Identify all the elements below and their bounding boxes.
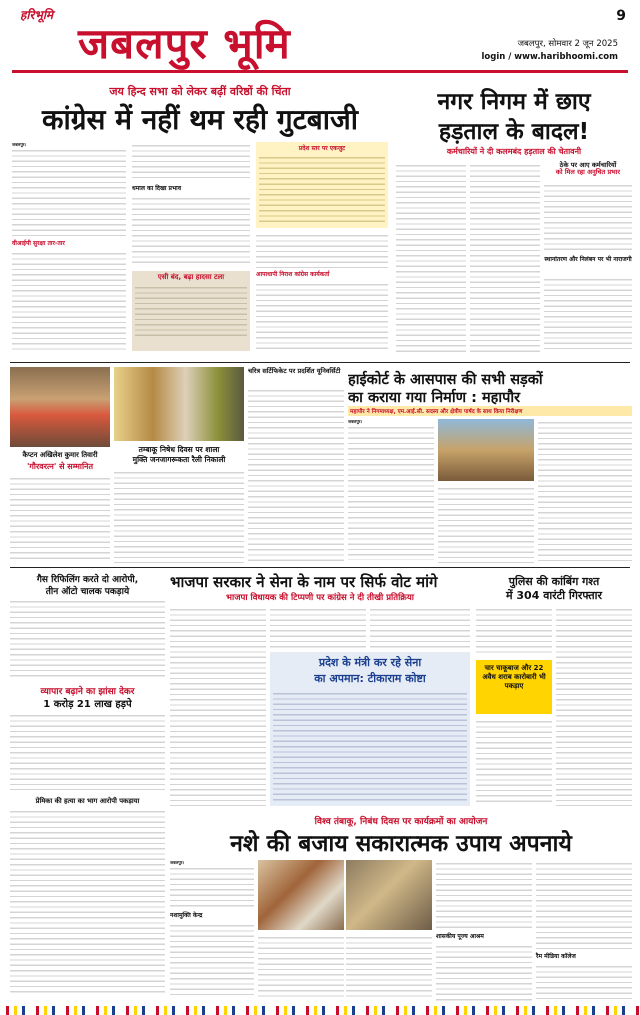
tobacco-rally-body [114, 469, 244, 563]
gas-headline-2: तीन ऑटो चालक पकड़ाये [45, 587, 130, 597]
nasha-sub-school: शासकीय पूज्य आश्रम [436, 933, 484, 940]
combing-headline-2: में 304 वारंटी गिरफ्तार [506, 589, 602, 602]
combing-box: चार चाकूबाज और 22 अवैध शराब कारोबारी भी पकड़ाए [476, 660, 552, 714]
lead-col-2 [132, 142, 250, 352]
highcourt-photo [438, 419, 534, 481]
page-number: 9 [616, 8, 626, 24]
gas-story [10, 570, 165, 680]
nasha-col-3 [346, 934, 432, 1000]
army-box [270, 652, 470, 806]
lover-story [10, 794, 165, 999]
army-col-2 [270, 606, 366, 648]
nagar-headline-1: नगर निगम में छाए [437, 89, 591, 115]
divider-2 [10, 567, 630, 568]
school-card-kicker: चरित्र सर्टिफिकेट पर प्रदर्शित यूनिवर्सिटी [248, 367, 341, 375]
nagar-side-head-1: ठेके पर आए कर्मचारियों [559, 161, 617, 169]
lead-subhead-workers: आपाधापी निराश कांग्रेस कार्यकर्ता [256, 271, 330, 278]
highcourt-col-2 [438, 485, 534, 563]
combing-col-1b [476, 718, 552, 806]
masthead-title: जबलपुर भूमि [78, 19, 291, 68]
nasha-col-1 [170, 860, 254, 1000]
highcourt-story [348, 365, 632, 565]
army-col-3 [370, 606, 470, 648]
felicitation-caption-1: कैप्टन अखिलेश कुमार तिवारी [22, 451, 98, 459]
highcourt-col-1 [348, 419, 434, 563]
nasha-sub-center: नशामुक्ति केन्द्र [170, 912, 203, 920]
highcourt-col-3 [538, 419, 632, 563]
lead-dateline: जबलपुर। [12, 142, 27, 147]
nasha-sub-college: रैम मीडिया कॉलेज [536, 953, 576, 960]
tobacco-rally-headline-1: तम्बाकू निषेध दिवस पर शाला [138, 445, 220, 454]
felicitation-caption-2: 'गौरवरत्न' से सम्मानित [26, 462, 94, 471]
nagar-side-head-2: को मिल रहा अनुचित प्रभार [555, 168, 621, 176]
lead-story [10, 80, 390, 360]
gas-body [10, 598, 165, 678]
nagar-col-1 [396, 162, 466, 352]
lover-headline: प्रेमिका की हत्या का भाग आरोपी पकड़ाया [35, 797, 140, 805]
nasha-story [170, 812, 632, 1002]
army-box-head-1: प्रदेश के मंत्री कर रहे सेना [318, 656, 422, 669]
army-story [170, 570, 470, 810]
nagar-col-3b [544, 276, 632, 352]
army-box-head-2: का अपमान: टीकाराम कोष्टा [314, 672, 426, 685]
nagar-col-3 [544, 182, 632, 252]
brand-logo: हरिभूमि [20, 8, 54, 22]
divider-1 [10, 362, 630, 363]
army-headline: भाजपा सरकार ने सेना के नाम पर सिर्फ वोट मांगे [170, 573, 438, 591]
felicitation-photo [10, 367, 110, 447]
print-registration-marks [0, 1006, 640, 1015]
highcourt-dateline: जबलपुर। [348, 419, 363, 424]
nagar-deck: कर्मचारियों ने दी कलमबंद हड़ताल की चेतावनी [446, 147, 582, 156]
lead-subhead-security: वीआईपी सुरक्षा तार-तार [12, 240, 65, 248]
tobacco-rally-photo [114, 367, 244, 441]
felicitation-body [10, 475, 110, 563]
nasha-col-2 [258, 934, 344, 1000]
highcourt-deck: महापौर ने निगमाध्यक्ष, एम.आई.सी. सदस्य और क्षेत्रीय पार्षद के साथ किया निरीक्षण [348, 406, 632, 416]
lead-col-1 [12, 142, 126, 352]
highcourt-headline-2: का कराया गया निर्माण : महापौर [348, 390, 521, 406]
lead-highlight-box [256, 142, 388, 228]
school-card-body [248, 387, 344, 563]
school-card-story [248, 365, 344, 565]
nagar-side-head [544, 162, 632, 176]
lead-col-3 [256, 142, 388, 352]
nasha-photo-2 [346, 860, 432, 930]
combing-story [476, 570, 632, 810]
combing-col-2 [556, 606, 632, 806]
masthead-rule [12, 70, 628, 73]
gas-headline-1: गैस रिफिलिंग करते दो आरोपी, [36, 575, 139, 585]
combing-headline-1: पुलिस की कांबिंग गश्त [508, 575, 600, 588]
army-deck: भाजपा विधायक की टिप्पणी पर कांग्रेस ने दी तीखी प्रतिक्रिया [226, 593, 414, 603]
lead-subhead-united: प्रदेश स्तर पर एकजुट [298, 145, 346, 152]
lead-box-head: एसी बंद, बढ़ा हादसा टला [157, 273, 225, 281]
lead-kicker: जय हिन्द सभा को लेकर बढ़ीं वरिष्ठों की चिंता [109, 85, 291, 98]
combing-col-1 [476, 606, 552, 656]
nasha-col-5 [536, 860, 632, 1000]
nasha-photo-1 [258, 860, 344, 930]
felicitation-story [10, 365, 110, 565]
nasha-headline: नशे की बजाय सकारात्मक उपाय अपनाये [230, 831, 572, 857]
nasha-kicker: विश्व तंबाकू, निबंध दिवस पर कार्यक्रमों का आयोजन [314, 817, 488, 827]
nagar-col-2 [470, 162, 540, 352]
masthead-date: जबलपुर, सोमवार 2 जून 2025 [517, 39, 618, 49]
tobacco-rally-story [114, 365, 244, 565]
trader-body [10, 712, 165, 790]
lover-body [10, 808, 165, 996]
tobacco-rally-headline-2: मुक्ति जनजागरूकता रैली निकाली [132, 455, 226, 464]
highcourt-headline-1: हाईकोर्ट के आसपास की सभी सड़कों [348, 372, 543, 388]
trader-story [10, 682, 165, 792]
masthead [0, 0, 640, 80]
nasha-dateline: जबलपुर। [170, 860, 185, 865]
army-col-1 [170, 606, 266, 806]
lead-headline: कांग्रेस में नहीं थम रही गुटबाजी [42, 103, 358, 136]
lead-subhead-dhamal: धमाल का दिखा प्रभाव [132, 185, 182, 192]
nasha-col-4 [436, 860, 532, 1000]
nagar-side-sub: स्थानांतरण और निलंबन पर भी नाराजगी [544, 256, 632, 263]
nagar-nigam-story [396, 80, 632, 360]
trader-headline-2: 1 करोड़ 21 लाख हड़पे [43, 699, 132, 710]
trader-headline-1: व्यापार बढ़ाने का झांसा देकर [40, 687, 135, 697]
masthead-website: login / www.haribhoomi.com [481, 52, 618, 62]
nagar-headline-2: हड़ताल के बादल! [438, 119, 590, 145]
lead-box [132, 271, 250, 351]
